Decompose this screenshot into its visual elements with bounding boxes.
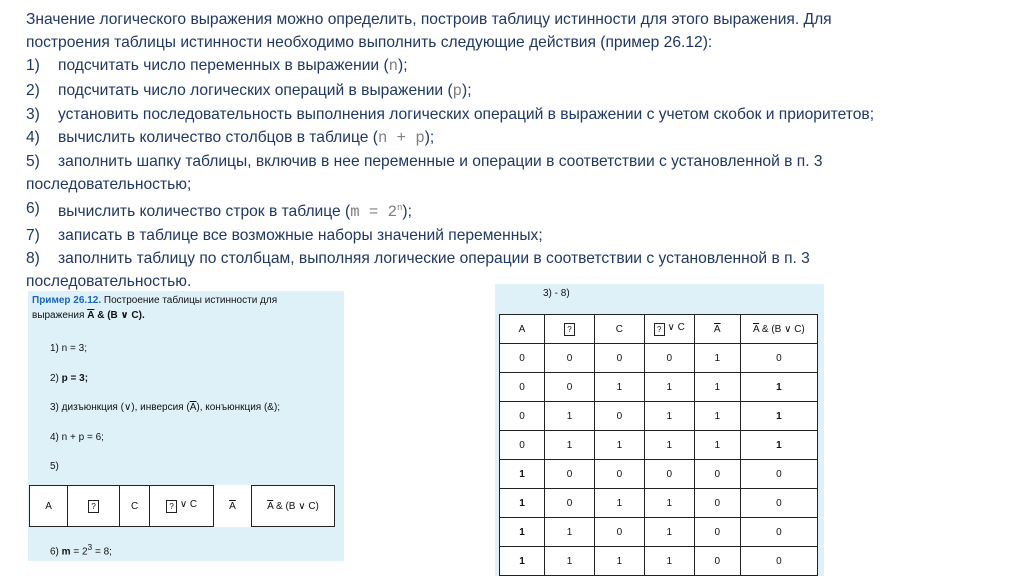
table-cell: 0 [594,402,644,431]
tt-hdr-nota-text: $\overline{A}$ [713,323,721,335]
table-cell: 1 [740,373,817,402]
table-cell: 1 [594,489,644,518]
table-cell: 1 [544,518,594,547]
step-code: p [452,81,463,100]
step-number: 2) [26,81,40,99]
table-cell: 0 [740,547,817,576]
table-row [500,489,818,518]
example-header-table [29,485,335,527]
step-number: 7) [26,227,40,245]
table-cell: 1 [694,402,740,431]
step-text [58,103,1001,126]
tt-hdr-expr-tail: & (B ∨ C) [761,323,805,335]
line6-sup: 3 [87,542,93,552]
table-cell: 1 [500,460,545,489]
hdr-nota-text: $\overline{A}$ [229,500,236,512]
step-text [58,197,1001,224]
table-cell: 1 [644,518,694,547]
table-cell: 1 [544,431,594,460]
table-cell: 0 [594,460,644,489]
step-item [26,126,1001,150]
step-text-main: установить последовательность выполнения логических операций в выражении с учетом скобок и приоритетов; [58,105,875,123]
step-number: 5) [26,153,40,171]
table-cell: 1 [740,402,817,431]
step-continuation: последовательностью. [26,273,192,291]
table-cell: 0 [740,518,817,547]
table-cell: 0 [500,431,545,460]
hdr-bvc [150,486,214,527]
expression-tail: & (B ∨ C). [97,310,145,321]
line6-rest: = 2 [70,546,88,558]
table-cell: 1 [594,373,644,402]
table-cell: 1 [500,489,545,518]
example-title [32,293,332,323]
missing-glyph-icon: ? [88,500,99,513]
truth-table [499,314,818,576]
step-after: ); [398,57,408,75]
intro-paragraph-line1: Значение логического выражения можно определить, построив таблицу истинности для этого выражения. Для [26,11,832,28]
line3-not-a: $\overline{A}$ [189,402,197,413]
table-cell: 0 [694,460,740,489]
intro-paragraph-line2: построения таблицы истинности необходимо выполнить следующие действия (пример 26.12): [26,34,713,52]
table-cell: 0 [500,344,545,373]
step-text-main: вычислить количество столбцов в таблице ( [58,129,378,147]
step-text-main: заполнить таблицу по столбцам, выполняя логические операции в соответствии с установленной в п. 3 [58,250,810,268]
step-text-main: вычислить количество строк в таблице ( [58,202,351,220]
hdr-a: A [30,486,68,527]
missing-glyph-icon: ? [654,323,665,336]
table-row [500,547,818,576]
step-code: n [388,57,399,76]
table-cell: 1 [740,431,817,460]
step-text [58,224,1001,247]
step-continuation: последовательностью; [26,176,192,194]
table-cell: 0 [740,489,817,518]
example-line-1: 1) n = 3; [50,343,87,354]
expression-not-a: $\overline{A}$ [87,310,95,321]
table-cell: 0 [594,518,644,547]
example-label: Пример 26.12. [32,295,102,306]
line3-text: 3) дизъюнкция (∨), инверсия ( [50,402,190,413]
table-row [500,431,818,460]
step-code: n + p [377,129,425,148]
table-cell: 0 [500,402,545,431]
step-text-main: записать в таблице все возможные наборы значений переменных; [58,227,543,245]
step-text [58,150,1001,173]
truth-table-header [500,315,818,344]
step-item [26,103,1001,126]
table-row [500,373,818,402]
step-item [26,54,1001,78]
table-cell: 1 [644,431,694,460]
step-item [26,247,1001,270]
example-line-5: 5) [50,461,59,472]
tt-hdr-bvc [644,315,694,344]
step-text [58,79,1001,103]
truth-table-panel [495,284,824,576]
table-row [500,402,818,431]
truth-table-caption: 3) - 8) [543,288,570,299]
hdr-c: C [119,486,149,527]
table-cell: 1 [644,547,694,576]
table-cell: 0 [644,460,694,489]
example-title-rest: Построение таблицы истинности для [103,295,278,306]
line2-prefix: 2) [50,373,62,384]
table-row [500,460,818,489]
line2-bold: p = 3; [61,373,89,384]
table-cell: 0 [544,373,594,402]
example-line-6 [50,542,112,557]
step-number: 3) [26,105,40,123]
table-cell: 0 [544,489,594,518]
step-code: m = 2 [350,202,398,221]
table-cell: 1 [644,373,694,402]
intro-text [26,8,1001,294]
table-cell: 1 [644,489,694,518]
steps-list [26,54,1001,293]
example-title-line2: выражения [32,310,85,321]
hdr-expr-nota: $\overline{A}$ [267,500,274,512]
step-text [58,247,1001,270]
hdr-expr-tail: & (B ∨ C) [276,500,319,512]
example-line-3 [50,402,280,413]
tt-hdr-nota [694,315,740,344]
table-cell: 1 [694,431,740,460]
table-cell: 1 [694,373,740,402]
table-cell: 0 [644,344,694,373]
table-cell: 0 [594,344,644,373]
table-cell: 0 [694,518,740,547]
example-panel [28,291,344,561]
step-item [26,224,1001,247]
step-number: 6) [26,199,40,217]
step-item [26,79,1001,103]
tt-hdr-a: A [500,315,545,344]
table-cell: 0 [694,489,740,518]
step-after: ); [424,129,435,147]
table-cell: 1 [694,344,740,373]
line3-tail: ), конъюнкция (&); [196,402,281,413]
hdr-b [68,486,120,527]
table-cell: 0 [740,460,817,489]
step-number: 4) [26,129,40,147]
step-number: 8) [26,250,40,268]
table-cell: 0 [694,547,740,576]
table-cell: 1 [544,547,594,576]
step-after: ); [462,81,472,99]
step-text-main: подсчитать число логических операций в выражении ( [58,81,453,99]
step-item [26,150,1001,173]
step-text [58,126,1001,150]
table-cell: 0 [544,460,594,489]
table-cell: 1 [500,518,545,547]
hdr-bvc-text: ∨ C [179,499,198,510]
line6-prefix: 6) [50,546,62,558]
table-cell: 1 [644,402,694,431]
step-text-main: заполнить шапку таблицы, включив в нее переменные и операции в соответствии с установленной в п. 3 [58,153,823,171]
tt-hdr-c: C [594,315,644,344]
step-text [58,54,1001,78]
tt-hdr-expr-nota: $\overline{A}$ [752,323,760,335]
tt-hdr-b [544,315,594,344]
table-cell: 1 [544,402,594,431]
step-item [26,197,1001,224]
table-cell: 0 [544,344,594,373]
step-text-main: подсчитать число переменных в выражении ( [58,57,389,75]
step-number: 1) [26,57,40,75]
table-cell: 1 [594,547,644,576]
tt-hdr-bvc-text: ∨ C [667,322,685,333]
hdr-nota [213,486,251,527]
table-row [500,344,818,373]
example-line-4: 4) n + p = 6; [50,432,104,443]
missing-glyph-icon: ? [564,323,575,336]
hdr-expr [252,486,335,527]
table-cell: 0 [740,344,817,373]
tt-hdr-expr [740,315,817,344]
table-row [500,518,818,547]
example-line-2 [50,373,88,384]
line6-end: = 8; [92,546,112,558]
missing-glyph-icon: ? [166,500,177,513]
step-sup: n [397,202,403,213]
table-cell: 0 [500,373,545,402]
step-after: ); [402,202,412,220]
line6-m: m [61,546,71,558]
table-cell: 1 [500,547,545,576]
table-cell: 1 [594,431,644,460]
